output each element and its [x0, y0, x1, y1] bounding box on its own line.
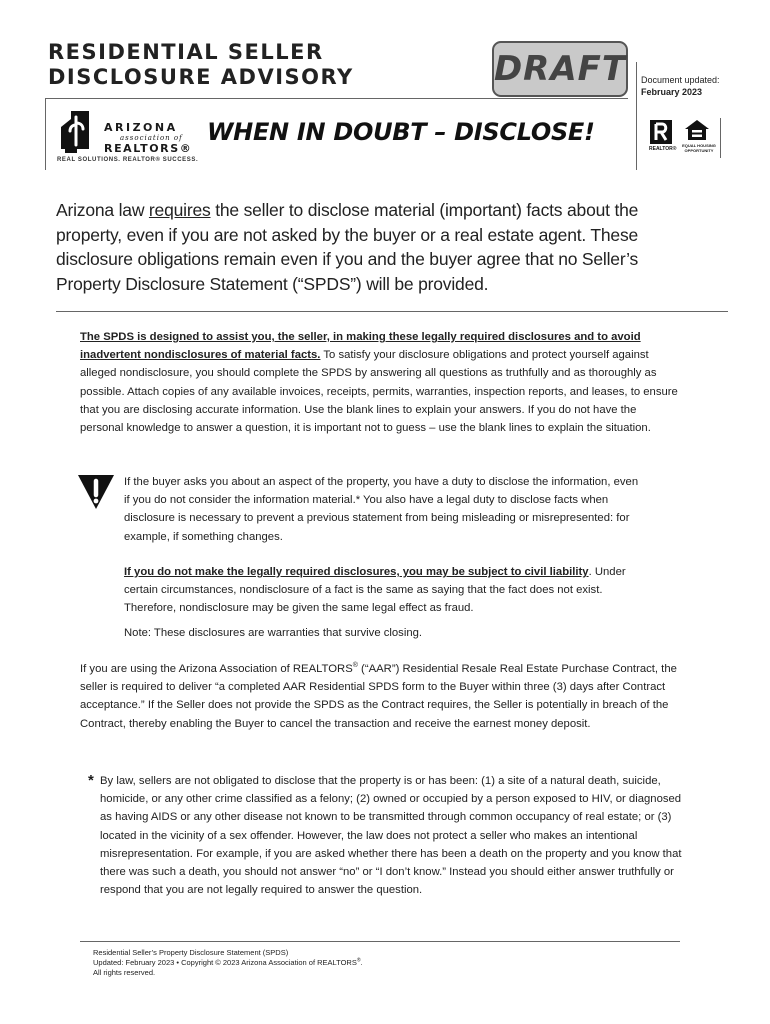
document-title	[48, 40, 354, 90]
logo-text-arizona: ARIZONA	[104, 121, 178, 134]
aar-registered-mark: ®	[352, 662, 358, 670]
intro-paragraph	[56, 198, 696, 296]
intro-divider	[56, 311, 728, 312]
footnote-star: *	[88, 772, 94, 789]
footnote-paragraph: By law, sellers are not obligated to disclose that the property is or has been: (1) a site of a natural death, suicide, homicide, or any other crime classified as a felony; (2) owned or occupied by a person exposed to HIV, or diagnosed as having AIDS or any other disease not known to be transmitted through common occupancy of real estate; or (3) located in the vicinity of a sex offender. However, the law does not protect a seller who makes an intentional misrepresentation. For example, if you are asked whether there has been a death on the property and you know that there was such a death, you should not answer “no” or “I don’t know.” Instead you should either answer truthfully or respond that you are not legally required to answer the question.	[100, 775, 682, 897]
footer	[93, 948, 363, 978]
document-updated	[641, 74, 720, 98]
aar-contract-paragraph	[80, 660, 680, 733]
intro-text-1: Arizona law	[56, 200, 149, 220]
aar-text-2: (“AAR”) Residential Resale Real Estate Purchase Contract, the seller is required to deliver “a completed AAR Residential SPDS form to the Buyer within three (3) days after Contract acceptance.” If the Seller does not provide the SPDS as the Contract requires, the Seller is potentially in breach of the Contract, thereby enabling the Buyer to cancel the transaction and receive the earnest money deposit.	[80, 663, 677, 730]
arizona-realtors-logo-icon	[57, 109, 97, 155]
footer-line-2-end: .	[360, 958, 363, 967]
equal-housing-icon	[684, 119, 710, 141]
header-rule-right	[636, 62, 637, 170]
intro-underlined-word: requires	[148, 200, 211, 220]
footer-line-3: All rights reserved.	[93, 968, 156, 977]
doc-updated-date: February 2023	[641, 87, 703, 97]
liability-rest: . Under certain circumstances, nondisclosure of a fact is the same as saying that the fact does not exist. Therefore, nondisclosure may be given the same legal effect as fraud.	[124, 566, 626, 615]
civil-liability-paragraph	[124, 563, 644, 618]
badge-divider	[720, 118, 721, 158]
draft-stamp	[492, 41, 628, 97]
footer-rule	[80, 941, 680, 942]
doc-updated-label: Document updated:	[641, 75, 720, 85]
logo-tagline: REAL SOLUTIONS. REALTOR® SUCCESS.	[57, 157, 199, 163]
aar-text-1: If you are using the Arizona Association of REALTORS	[80, 663, 353, 675]
buyer-asks-paragraph: If the buyer asks you about an aspect of the property, you have a duty to disclose the information, even if you do not consider the information material.* You also have a legal duty to disclose facts when disclosure is necessary to prevent a previous statement from being misleading or misrepresented: for example, if something changes.	[124, 476, 639, 543]
spds-emphasis: The SPDS is designed to assist you, the seller, in making these legally required disclosures and to avoid inadvertent nondisclosures of material facts.	[80, 331, 641, 362]
footer-registered-mark: ®	[356, 957, 361, 964]
title-line-2: DISCLOSURE ADVISORY	[48, 65, 354, 89]
intro-text-2: the seller to disclose material (important) facts about the property, even if you are not asked by the buyer or a real estate agent. These disclosure obligations remain even if you and the buyer agree that no Seller’s Property Disclosure Statement (“SPDS”) will be provided.	[56, 200, 639, 294]
logo-text-realtors: REALTORS®	[104, 142, 193, 155]
footer-line-2	[93, 958, 363, 968]
liability-emphasis: If you do not make the legally required disclosures, you may be subject to civil liability	[124, 566, 589, 578]
draft-label: DRAFT	[493, 49, 627, 89]
equal-housing-text: EQUAL HOUSING OPPORTUNITY	[682, 143, 716, 153]
footer-line-2-text: Updated: February 2023 • Copyright © 2023 Arizona Association of REALTORS	[93, 958, 357, 967]
warning-icon	[76, 471, 116, 511]
note-paragraph: Note: These disclosures are warranties that survive closing.	[124, 627, 423, 639]
header-rule-left	[45, 98, 46, 170]
title-line-1: RESIDENTIAL SELLER	[48, 40, 324, 64]
slogan-heading: WHEN IN DOUBT – DISCLOSE!	[207, 118, 595, 146]
spds-paragraph	[80, 328, 680, 437]
logo-text-association: association of	[120, 134, 183, 142]
realtor-mark-text: REALTOR®	[649, 146, 677, 152]
realtor-r-icon	[650, 120, 672, 144]
footer-line-1: Residential Seller’s Property Disclosure Statement (SPDS)	[93, 948, 289, 957]
spds-rest: To satisfy your disclosure obligations and protect yourself against alleged nondisclosure, you should complete the SPDS by answering all questions as truthfully and as thoroughly as possible. Attach copies of any available invoices, receipts, permits, warranties, inspection reports, and leases, to ensure that you are disclosing accurate information. Use the blank lines to explain your answers. If you do not have the personal knowledge to answer a question, it is important not to guess – use the blank lines to explain the situation.	[80, 349, 678, 435]
header-rule-top	[45, 98, 628, 99]
